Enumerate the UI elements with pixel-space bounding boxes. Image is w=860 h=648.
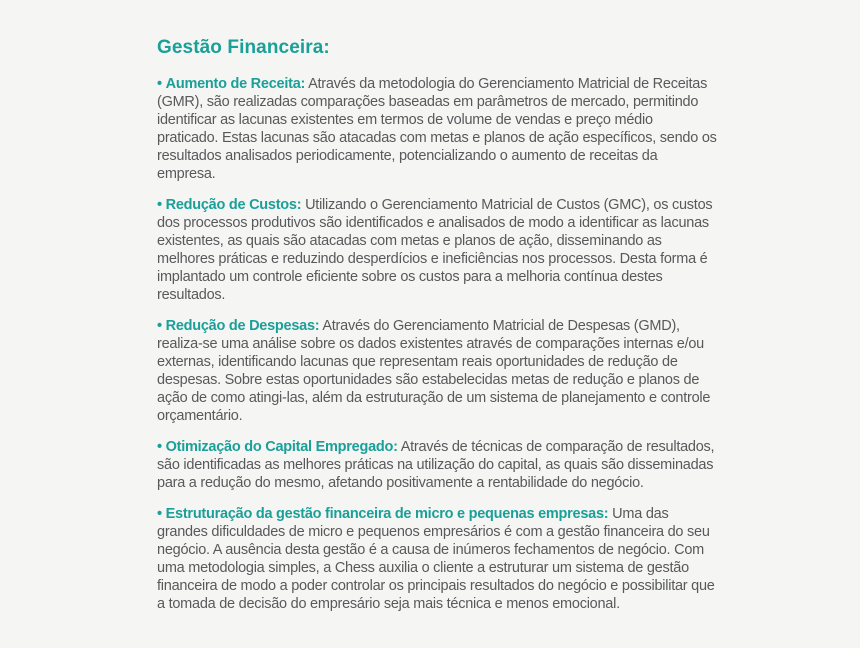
paragraph-text: Uma das grandes dificuldades de micro e pequenos empresários é com a gestão financeira do seu negócio. A ausência desta gestão é a causa de inúmeros fechamentos de negócio. Com uma metodologia simples, a Chess auxilia o cliente a estruturar um sistema de gestão financeira de modo a poder controlar os principais resultados do negócio e possibilitar que a tomada de decisão do empresário seja mais técnica e menos emocional. bbox=[157, 506, 715, 612]
paragraph-label: Redução de Custos: bbox=[165, 197, 302, 213]
paragraph-text: Utilizando o Gerenciamento Matricial de Custos (GMC), os custos dos processos produtivos são identificados e analisados de modo a identificar as lacunas existentes, as quais são atacadas com metas e planos de ação, disseminando as melhores práticas e reduzindo desperdícios e ineficiências nos processos. Desta forma é implantado um controle eficiente sobre os custos para a melhoria contínua destes resultados. bbox=[157, 197, 713, 303]
bullet-marker: • bbox=[157, 318, 162, 334]
page-title: Gestão Financeira: bbox=[157, 37, 330, 58]
paragraph-label: Redução de Despesas: bbox=[165, 318, 320, 334]
paragraph-reducao-de-custos bbox=[157, 196, 717, 304]
bullet-marker: • bbox=[157, 506, 162, 522]
paragraph-reducao-de-despesas bbox=[157, 317, 717, 425]
paragraph-text: Através do Gerenciamento Matricial de Despesas (GMD), realiza-se uma análise sobre os dados existentes através de comparações internas e/ou externas, identificando lacunas que representam reais oportunidades de redução de despesas. Sobre estas oportunidades são estabelecidas metas de redução e planos de ação de como atingi-las, além da estruturação de um sistema de planejamento e controle orçamentário. bbox=[157, 318, 711, 424]
paragraph-otimizacao-capital bbox=[157, 438, 717, 492]
paragraph-label: Aumento de Receita: bbox=[165, 76, 306, 92]
text-column bbox=[157, 36, 717, 613]
paragraph-text: Através da metodologia do Gerenciamento Matricial de Receitas (GMR), são realizadas comparações baseadas em parâmetros de mercado, permitindo identificar as lacunas existentes em termos de volume de vendas e preço médio praticado. Estas lacunas são atacadas com metas e planos de ação específicos, sendo os resultados analisados periodicamente, potencializando o aumento de receitas da empresa. bbox=[157, 76, 717, 182]
paragraph-aumento-de-receita bbox=[157, 75, 717, 183]
paragraph-label: Estruturação da gestão financeira de micro e pequenas empresas: bbox=[165, 506, 609, 522]
paragraph-label: Otimização do Capital Empregado: bbox=[165, 439, 398, 455]
paragraph-text: Através de técnicas de comparação de resultados, são identificadas as melhores práticas na utilização do capital, as quais são disseminadas para a redução do mesmo, afetando positivamente a rentabilidade do negócio. bbox=[157, 439, 715, 491]
bullet-marker: • bbox=[157, 76, 162, 92]
paragraph-estruturacao-gestao-financeira bbox=[157, 505, 717, 613]
bullet-marker: • bbox=[157, 197, 162, 213]
bullet-marker: • bbox=[157, 439, 162, 455]
